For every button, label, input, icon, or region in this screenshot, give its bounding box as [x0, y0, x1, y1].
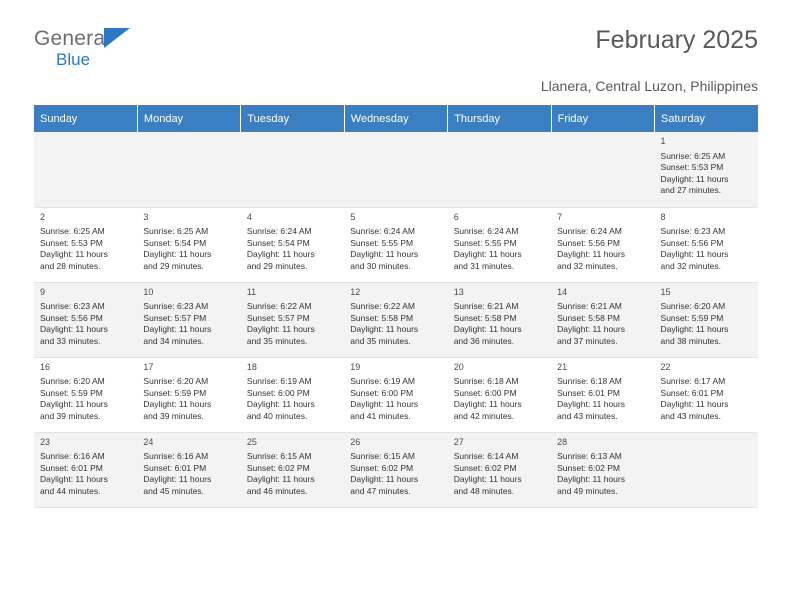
- day-info-line: Sunset: 6:01 PM: [143, 462, 207, 473]
- day-sun-info: [350, 451, 441, 497]
- day-info-line: Sunset: 5:57 PM: [143, 312, 207, 323]
- day-info-line: Sunset: 5:55 PM: [350, 237, 414, 248]
- day-info-line: Sunrise: 6:24 AM: [557, 226, 622, 236]
- day-info-line: and 27 minutes.: [660, 185, 722, 195]
- day-info-line: Daylight: 11 hours: [350, 324, 419, 334]
- day-info-line: and 45 minutes.: [143, 485, 204, 496]
- day-sun-info: [40, 301, 131, 347]
- day-info-line: and 30 minutes.: [350, 260, 411, 271]
- day-info-line: Sunrise: 6:17 AM: [660, 376, 726, 386]
- calendar-day-cell[interactable]: [34, 207, 137, 282]
- day-info-line: Sunrise: 6:18 AM: [453, 376, 519, 386]
- day-info-line: and 35 minutes.: [246, 335, 308, 346]
- day-number: 22: [660, 361, 671, 372]
- day-info-line: Daylight: 11 hours: [40, 324, 108, 334]
- day-info-line: and 38 minutes.: [660, 335, 722, 346]
- day-number: 18: [246, 361, 257, 372]
- weekday-header-row: [34, 105, 758, 132]
- calendar-day-cell[interactable]: [137, 207, 240, 282]
- calendar-day-cell[interactable]: [34, 432, 137, 507]
- day-info-line: Daylight: 11 hours: [453, 324, 522, 334]
- calendar-day-cell[interactable]: [137, 432, 240, 507]
- day-info-line: Sunset: 5:56 PM: [660, 237, 724, 248]
- day-sun-info: [247, 451, 338, 497]
- weekday-header-saturday: Saturday: [655, 105, 758, 132]
- day-info-line: Sunset: 5:55 PM: [453, 237, 517, 248]
- logo-general-text: General: [34, 27, 111, 50]
- day-info-line: Daylight: 11 hours: [453, 399, 522, 409]
- calendar-day-cell[interactable]: [551, 432, 654, 507]
- day-sun-info: [661, 301, 752, 347]
- day-number: 5: [350, 211, 356, 222]
- day-sun-info: [661, 151, 752, 197]
- calendar-day-cell[interactable]: [551, 282, 654, 357]
- day-info-line: Sunrise: 6:16 AM: [143, 451, 209, 461]
- day-sun-info: [247, 226, 338, 272]
- day-info-line: Daylight: 11 hours: [143, 324, 212, 334]
- calendar-empty-cell: [551, 132, 654, 207]
- day-info-line: Sunrise: 6:25 AM: [143, 226, 209, 236]
- day-info-line: Sunrise: 6:14 AM: [453, 451, 519, 461]
- day-info-line: Sunrise: 6:21 AM: [453, 301, 519, 311]
- day-info-line: and 46 minutes.: [246, 485, 308, 496]
- day-info-line: Daylight: 11 hours: [660, 173, 729, 184]
- day-number: 28: [557, 436, 568, 447]
- day-info-line: Daylight: 11 hours: [557, 324, 625, 334]
- day-info-line: Sunrise: 6:20 AM: [40, 376, 105, 386]
- calendar-empty-cell: [448, 132, 551, 207]
- day-sun-info: [143, 226, 234, 272]
- location-subtitle: Llanera, Central Luzon, Philippines: [540, 78, 758, 94]
- weekday-header-friday: Friday: [551, 105, 654, 132]
- day-info-line: and 29 minutes.: [143, 260, 204, 271]
- day-info-line: and 32 minutes.: [557, 260, 618, 271]
- day-number: 4: [246, 211, 252, 222]
- day-info-line: Sunset: 5:53 PM: [660, 162, 724, 172]
- day-info-line: Daylight: 11 hours: [453, 474, 522, 484]
- day-info-line: Sunset: 5:58 PM: [557, 312, 620, 323]
- day-number: 2: [40, 211, 46, 222]
- logo-blue-text: Blue: [56, 50, 91, 69]
- weekday-header-monday: Monday: [137, 105, 240, 132]
- day-number: 20: [453, 361, 464, 372]
- day-sun-info: [143, 451, 234, 497]
- day-info-line: and 43 minutes.: [660, 410, 722, 421]
- day-number: 23: [40, 436, 51, 447]
- day-info-line: Daylight: 11 hours: [660, 399, 729, 409]
- day-sun-info: [454, 376, 545, 422]
- calendar-day-cell[interactable]: [241, 207, 344, 282]
- day-info-line: Sunset: 6:01 PM: [557, 387, 620, 398]
- day-sun-info: [143, 376, 234, 422]
- day-info-line: Sunset: 5:54 PM: [246, 237, 310, 248]
- day-number: 14: [557, 286, 568, 297]
- day-info-line: Sunset: 5:56 PM: [557, 237, 620, 248]
- calendar-table: [34, 105, 758, 508]
- day-sun-info: [557, 226, 648, 272]
- calendar-week-row: [34, 432, 758, 507]
- calendar-day-cell[interactable]: [34, 282, 137, 357]
- day-info-line: Daylight: 11 hours: [246, 474, 315, 484]
- day-number: 12: [350, 286, 361, 297]
- day-info-line: Daylight: 11 hours: [557, 474, 625, 484]
- day-sun-info: [661, 376, 752, 422]
- calendar-day-cell[interactable]: [344, 357, 447, 432]
- day-info-line: and 39 minutes.: [143, 410, 204, 421]
- day-info-line: Sunset: 6:01 PM: [660, 387, 724, 398]
- day-number: 21: [557, 361, 568, 372]
- day-info-line: Sunrise: 6:15 AM: [350, 451, 415, 461]
- day-info-line: Daylight: 11 hours: [453, 249, 522, 259]
- day-sun-info: [40, 451, 131, 497]
- calendar-empty-cell: [34, 132, 137, 207]
- day-info-line: Sunset: 5:54 PM: [143, 237, 207, 248]
- day-sun-info: [40, 376, 131, 422]
- day-info-line: Sunrise: 6:22 AM: [350, 301, 415, 311]
- day-info-line: Sunrise: 6:24 AM: [350, 226, 415, 236]
- weekday-header-tuesday: Tuesday: [241, 105, 344, 132]
- day-info-line: and 29 minutes.: [246, 260, 308, 271]
- day-info-line: and 37 minutes.: [557, 335, 618, 346]
- day-info-line: Sunset: 5:58 PM: [350, 312, 414, 323]
- calendar-day-cell[interactable]: [448, 282, 551, 357]
- day-info-line: and 44 minutes.: [40, 485, 101, 496]
- day-info-line: Sunrise: 6:24 AM: [246, 226, 312, 236]
- day-info-line: Sunset: 6:02 PM: [453, 462, 517, 473]
- day-info-line: Sunset: 5:57 PM: [246, 312, 310, 323]
- day-info-line: Sunrise: 6:23 AM: [660, 226, 726, 236]
- calendar-empty-cell: [241, 132, 344, 207]
- day-sun-info: [350, 376, 441, 422]
- day-number: 8: [660, 211, 666, 222]
- calendar-week-row: [34, 357, 758, 432]
- calendar-day-cell[interactable]: [655, 207, 758, 282]
- page-header: [34, 0, 758, 94]
- day-info-line: Daylight: 11 hours: [557, 399, 625, 409]
- day-info-line: and 35 minutes.: [350, 335, 411, 346]
- day-number: 9: [40, 286, 46, 297]
- day-number: 27: [453, 436, 464, 447]
- day-info-line: Sunset: 6:02 PM: [557, 462, 620, 473]
- day-info-line: Daylight: 11 hours: [350, 474, 419, 484]
- day-info-line: Daylight: 11 hours: [143, 399, 212, 409]
- day-info-line: and 41 minutes.: [350, 410, 411, 421]
- calendar-day-cell[interactable]: [344, 282, 447, 357]
- day-info-line: Sunrise: 6:20 AM: [143, 376, 209, 386]
- day-info-line: Daylight: 11 hours: [40, 474, 108, 484]
- day-info-line: Sunset: 5:56 PM: [40, 312, 103, 323]
- logo[interactable]: [34, 28, 110, 68]
- day-info-line: Daylight: 11 hours: [246, 324, 315, 334]
- day-info-line: and 31 minutes.: [453, 260, 515, 271]
- day-info-line: Sunset: 6:02 PM: [246, 462, 310, 473]
- weekday-header-wednesday: Wednesday: [344, 105, 447, 132]
- day-info-line: Daylight: 11 hours: [350, 399, 419, 409]
- calendar-week-row: [34, 207, 758, 282]
- calendar-day-cell[interactable]: [137, 357, 240, 432]
- calendar-day-cell[interactable]: [241, 282, 344, 357]
- day-info-line: Daylight: 11 hours: [350, 249, 419, 259]
- day-sun-info: [40, 226, 131, 272]
- day-info-line: Sunrise: 6:15 AM: [246, 451, 312, 461]
- calendar-week-row: [34, 282, 758, 357]
- day-info-line: Daylight: 11 hours: [246, 249, 315, 259]
- day-info-line: and 39 minutes.: [40, 410, 101, 421]
- day-info-line: Daylight: 11 hours: [40, 249, 108, 259]
- calendar-day-cell[interactable]: [551, 207, 654, 282]
- day-info-line: and 32 minutes.: [660, 260, 722, 271]
- day-sun-info: [454, 451, 545, 497]
- calendar-day-cell[interactable]: [241, 432, 344, 507]
- weekday-header-sunday: Sunday: [34, 105, 137, 132]
- calendar-week-row: [34, 132, 758, 207]
- day-number: 15: [660, 286, 671, 297]
- calendar-day-cell[interactable]: [448, 357, 551, 432]
- day-number: 3: [143, 211, 149, 222]
- day-sun-info: [454, 226, 545, 272]
- calendar-day-cell[interactable]: [137, 282, 240, 357]
- day-info-line: Daylight: 11 hours: [660, 324, 729, 334]
- calendar-day-cell[interactable]: [655, 282, 758, 357]
- day-info-line: and 36 minutes.: [453, 335, 515, 346]
- calendar-day-cell[interactable]: [448, 207, 551, 282]
- day-info-line: Sunset: 6:01 PM: [40, 462, 103, 473]
- day-info-line: Daylight: 11 hours: [660, 249, 729, 259]
- day-sun-info: [557, 301, 648, 347]
- day-sun-info: [350, 301, 441, 347]
- calendar-day-cell[interactable]: [551, 357, 654, 432]
- day-number: 25: [246, 436, 257, 447]
- day-sun-info: [350, 226, 441, 272]
- day-info-line: Sunrise: 6:19 AM: [350, 376, 415, 386]
- day-info-line: Sunset: 6:00 PM: [350, 387, 414, 398]
- day-info-line: Sunrise: 6:18 AM: [557, 376, 622, 386]
- day-info-line: Sunrise: 6:22 AM: [246, 301, 312, 311]
- calendar-empty-cell: [344, 132, 447, 207]
- day-number: 11: [246, 286, 257, 297]
- day-sun-info: [557, 376, 648, 422]
- day-info-line: and 34 minutes.: [143, 335, 204, 346]
- day-info-line: and 47 minutes.: [350, 485, 411, 496]
- calendar-empty-cell: [655, 432, 758, 507]
- day-number: 24: [143, 436, 154, 447]
- day-info-line: Sunrise: 6:19 AM: [246, 376, 312, 386]
- day-sun-info: [247, 376, 338, 422]
- day-info-line: and 28 minutes.: [40, 260, 101, 271]
- day-number: 1: [660, 136, 666, 146]
- calendar-day-cell[interactable]: [655, 357, 758, 432]
- day-info-line: and 48 minutes.: [453, 485, 515, 496]
- flag-triangle-icon: [104, 28, 130, 48]
- day-info-line: Sunrise: 6:23 AM: [40, 301, 105, 311]
- day-sun-info: [143, 301, 234, 347]
- calendar-empty-cell: [137, 132, 240, 207]
- day-info-line: Sunrise: 6:25 AM: [40, 226, 105, 236]
- calendar-day-cell[interactable]: [448, 432, 551, 507]
- day-info-line: Sunrise: 6:25 AM: [660, 150, 726, 161]
- day-info-line: Sunrise: 6:13 AM: [557, 451, 622, 461]
- day-info-line: Sunset: 5:59 PM: [660, 312, 724, 323]
- day-info-line: Daylight: 11 hours: [143, 249, 212, 259]
- weekday-header-thursday: Thursday: [448, 105, 551, 132]
- day-number: 19: [350, 361, 361, 372]
- day-info-line: Sunrise: 6:21 AM: [557, 301, 622, 311]
- day-info-line: Sunrise: 6:16 AM: [40, 451, 105, 461]
- day-info-line: Sunrise: 6:23 AM: [143, 301, 209, 311]
- day-info-line: and 42 minutes.: [453, 410, 515, 421]
- calendar-day-cell[interactable]: [34, 357, 137, 432]
- day-info-line: Sunset: 6:00 PM: [246, 387, 310, 398]
- day-info-line: Sunset: 6:00 PM: [453, 387, 517, 398]
- day-info-line: Sunrise: 6:24 AM: [453, 226, 519, 236]
- day-info-line: Daylight: 11 hours: [246, 399, 315, 409]
- day-sun-info: [661, 226, 752, 272]
- calendar-day-cell[interactable]: [344, 207, 447, 282]
- day-info-line: Sunset: 5:58 PM: [453, 312, 517, 323]
- calendar-day-cell[interactable]: [241, 357, 344, 432]
- day-info-line: Daylight: 11 hours: [40, 399, 108, 409]
- day-number: 16: [40, 361, 51, 372]
- day-info-line: Sunset: 5:53 PM: [40, 237, 103, 248]
- day-sun-info: [247, 301, 338, 347]
- day-info-line: Sunrise: 6:20 AM: [660, 301, 726, 311]
- day-number: 13: [453, 286, 464, 297]
- day-number: 10: [143, 286, 154, 297]
- day-sun-info: [454, 301, 545, 347]
- day-info-line: Daylight: 11 hours: [557, 249, 625, 259]
- day-info-line: and 33 minutes.: [40, 335, 101, 346]
- calendar-body: [34, 132, 758, 507]
- day-number: 26: [350, 436, 361, 447]
- day-number: 17: [143, 361, 154, 372]
- day-info-line: and 40 minutes.: [246, 410, 308, 421]
- day-info-line: Daylight: 11 hours: [143, 474, 212, 484]
- day-number: 7: [557, 211, 563, 222]
- day-info-line: Sunset: 5:59 PM: [40, 387, 103, 398]
- day-number: 6: [453, 211, 459, 222]
- day-info-line: and 49 minutes.: [557, 485, 618, 496]
- day-info-line: and 43 minutes.: [557, 410, 618, 421]
- calendar-day-cell[interactable]: [655, 132, 758, 207]
- day-info-line: Sunset: 6:02 PM: [350, 462, 414, 473]
- calendar-day-cell[interactable]: [344, 432, 447, 507]
- page-title: February 2025: [595, 26, 758, 54]
- day-sun-info: [557, 451, 648, 497]
- day-info-line: Sunset: 5:59 PM: [143, 387, 207, 398]
